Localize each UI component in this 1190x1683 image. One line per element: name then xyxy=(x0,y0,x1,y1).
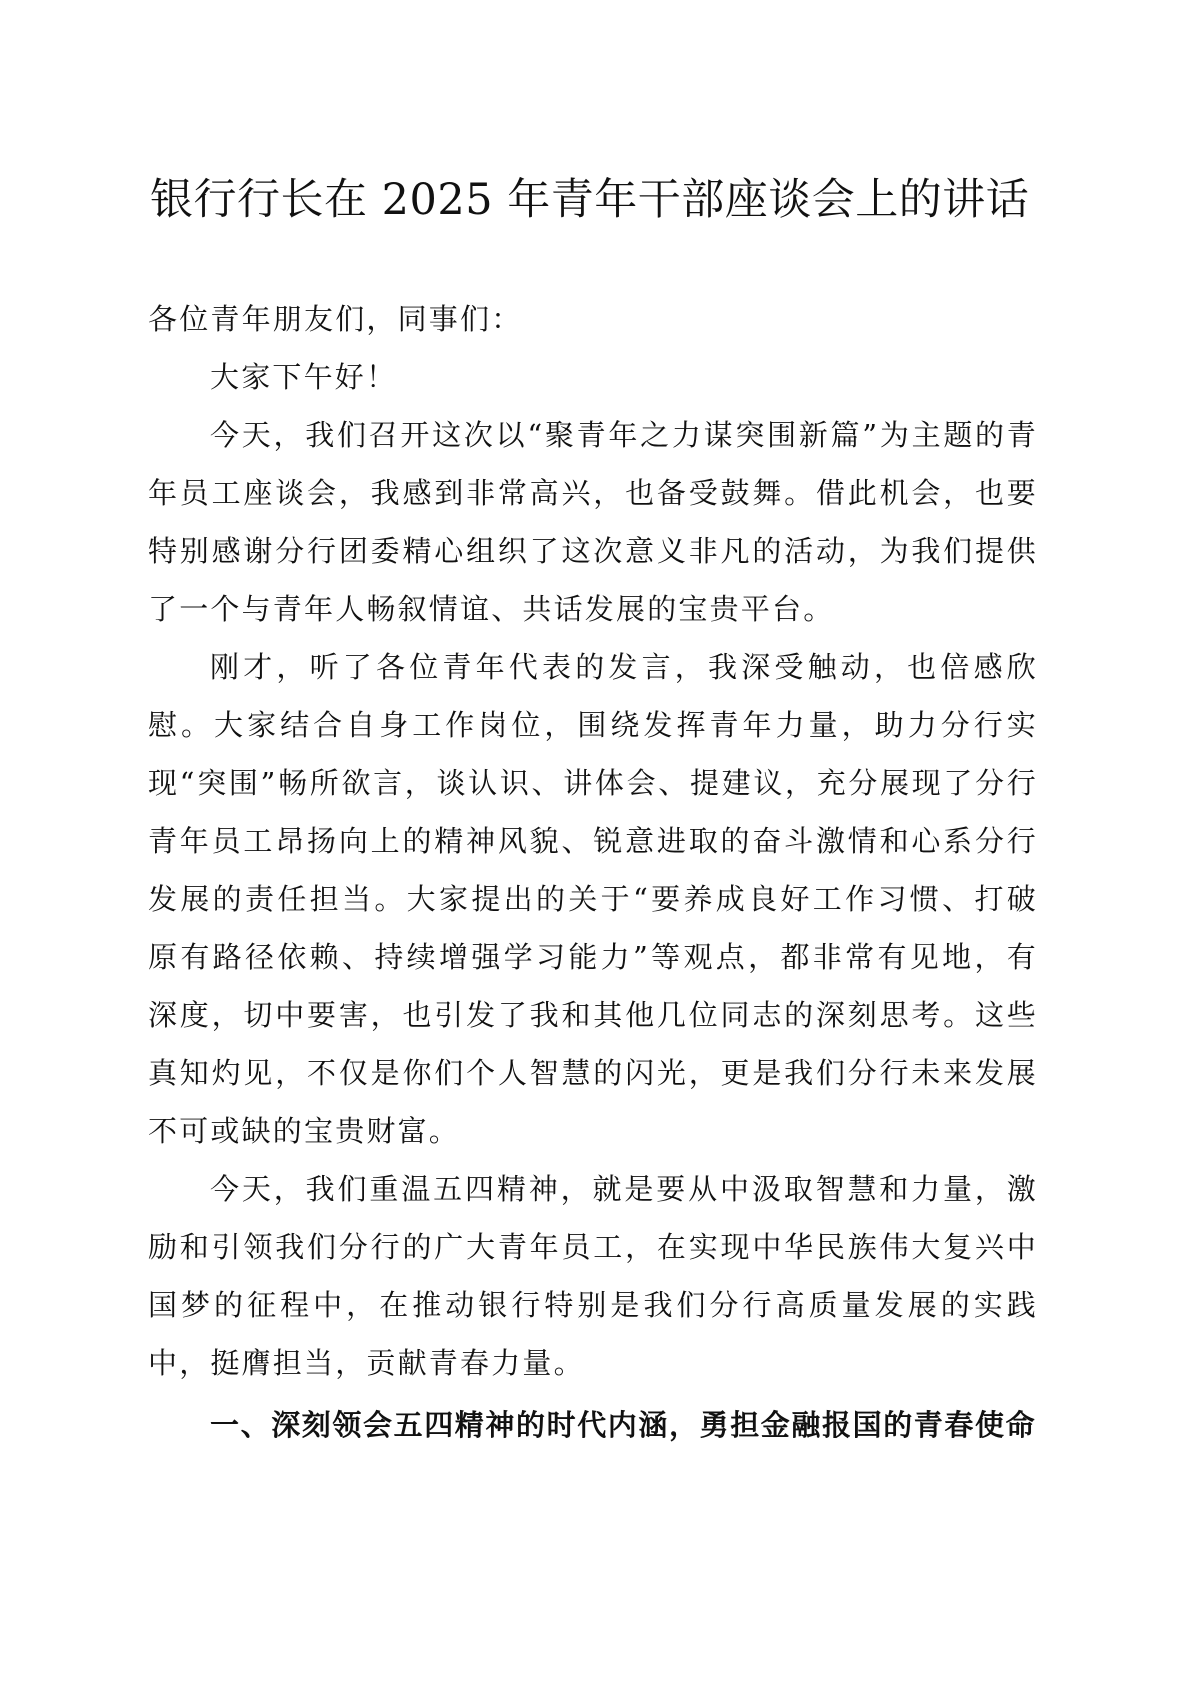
greeting: 大家下午好！ xyxy=(210,360,398,394)
document-title: 银行行长在 2025 年青年干部座谈会上的讲话 xyxy=(150,175,1030,225)
document-body xyxy=(148,290,1038,1454)
salutation: 各位青年朋友们，同事们： xyxy=(148,302,523,336)
paragraph-opening: 今天，我们召开这次以“聚青年之力谋突围新篇”为主题的青年员工座谈会，我感到非常高兴，也备受鼓舞。借此机会，也要特别感谢分行团委精心组织了这次意义非凡的活动，为我们提供了一个与青年人畅叙情谊、共话发展的宝贵平台。 xyxy=(148,418,1038,626)
section-heading: 一、深刻领会五四精神的时代内涵，勇担金融报国的青春使命 xyxy=(210,1408,1037,1442)
paragraph-feedback: 刚才，听了各位青年代表的发言，我深受触动，也倍感欣慰。大家结合自身工作岗位，围绕发挥青年力量，助力分行实现“突围”畅所欲言，谈认识、讲体会、提建议，充分展现了分行青年员工昂扬向上的精神风貌、锐意进取的奋斗激情和心系分行发展的责任担当。大家提出的关于“要养成良好工作习惯、打破原有路径依赖、持续增强学习能力”等观点，都非常有见地，有深度，切中要害，也引发了我和其他几位同志的深刻思考。这些真知灼见，不仅是你们个人智慧的闪光，更是我们分行未来发展不可或缺的宝贵财富。 xyxy=(148,650,1038,1148)
paragraph-may-fourth: 今天，我们重温五四精神，就是要从中汲取智慧和力量，激励和引领我们分行的广大青年员工，在实现中华民族伟大复兴中国梦的征程中，在推动银行特别是我们分行高质量发展的实践中，挺膺担当，贡献青春力量。 xyxy=(148,1172,1038,1380)
